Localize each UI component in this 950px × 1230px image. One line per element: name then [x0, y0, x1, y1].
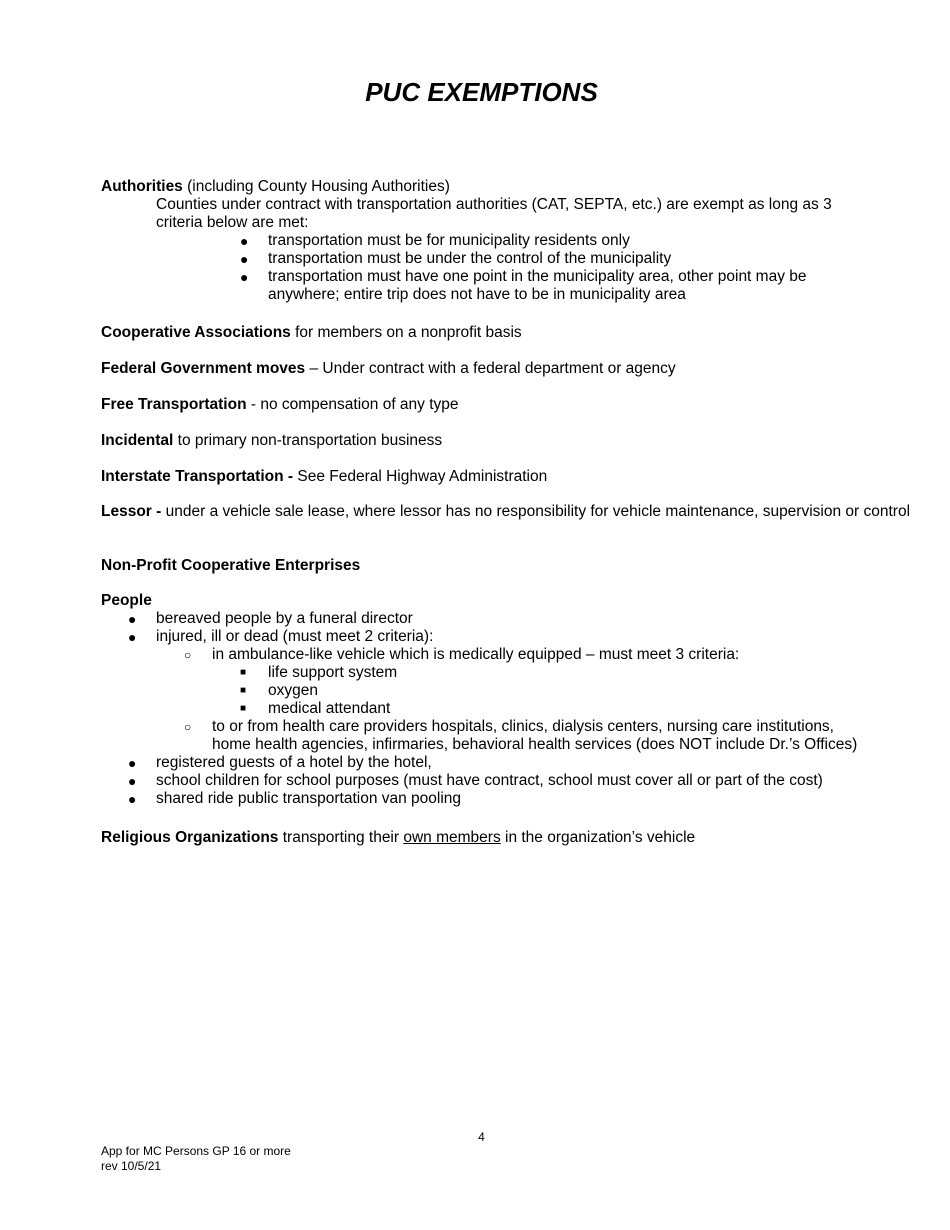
authorities-heading: Authorities — [101, 178, 183, 195]
footer — [101, 1144, 291, 1174]
authorities-description: Counties under contract with transportation authorities (CAT, SEPTA, etc.) are exempt as long as 3 criteria below are met: — [156, 196, 832, 231]
bullet-icon: ● — [128, 629, 137, 645]
list-item: ■ medical attendant — [240, 700, 391, 717]
list-item: ■ oxygen — [240, 682, 318, 699]
free-transportation: Free Transportation - no compensation of any type — [101, 396, 459, 413]
page-number: 4 — [478, 1130, 485, 1144]
people-heading: People — [101, 592, 152, 609]
bullet-icon: ● — [128, 611, 137, 627]
page-title: PUC EXEMPTIONS — [365, 77, 598, 107]
list-item: ○ to or from health care providers hospitals, clinics, dialysis centers, nursing care institutions, home health agencies, infirmaries, behavioral health services (does NOT include Dr.’s Offices) — [184, 718, 858, 753]
list-item: ● transportation must be for municipality residents only — [240, 232, 630, 249]
non-profit-cooperative-enterprises: Non-Profit Cooperative Enterprises — [101, 557, 361, 574]
bullet-icon: ● — [240, 251, 249, 267]
list-item: ○ in ambulance-like vehicle which is medically equipped – must meet 3 criteria: — [184, 646, 740, 663]
interstate-transportation: Interstate Transportation - See Federal Highway Administration — [101, 468, 548, 485]
list-item: ● shared ride public transportation van pooling — [128, 790, 462, 807]
incidental: Incidental to primary non-transportation business — [101, 432, 443, 449]
circle-bullet-icon: ○ — [184, 648, 192, 662]
square-bullet-icon: ■ — [240, 667, 247, 678]
people-list — [101, 610, 871, 808]
lessor: Lessor - under a vehicle sale lease, where lessor has no responsibility for vehicle maintenance, supervision or control — [101, 503, 911, 520]
list-item: ● school children for school purposes (must have contract, school must cover all or part of the cost) — [128, 772, 823, 789]
square-bullet-icon: ■ — [240, 703, 247, 714]
authorities-criteria-list — [101, 232, 881, 304]
authorities-heading-note: (including County Housing Authorities) — [182, 178, 450, 195]
list-item: ● transportation must have one point in the municipality area, other point may be anywhere; entire trip does not have to be in municipality area — [240, 268, 807, 303]
list-item: ● registered guests of a hotel by the hotel, — [128, 754, 432, 771]
bullet-icon: ● — [240, 269, 249, 285]
footer-revision: rev 10/5/21 — [101, 1159, 162, 1173]
bullet-icon: ● — [128, 791, 137, 807]
list-item: ● bereaved people by a funeral director — [128, 610, 413, 627]
list-item: ● injured, ill or dead (must meet 2 criteria): — [128, 628, 434, 645]
people-section — [101, 592, 871, 808]
bullet-icon: ● — [240, 233, 249, 249]
square-bullet-icon: ■ — [240, 685, 247, 696]
circle-bullet-icon: ○ — [184, 720, 192, 734]
federal-government-moves: Federal Government moves – Under contract with a federal department or agency — [101, 360, 676, 377]
cooperative-associations: Cooperative Associations for members on a nonprofit basis — [101, 324, 522, 341]
authorities-section — [101, 178, 881, 304]
religious-organizations: Religious Organizations transporting their own members in the organization’s vehicle — [101, 829, 696, 846]
bullet-icon: ● — [128, 755, 137, 771]
footer-form-name: App for MC Persons GP 16 or more — [101, 1144, 291, 1158]
bullet-icon: ● — [128, 773, 137, 789]
list-item: ■ life support system — [240, 664, 398, 681]
list-item: ● transportation must be under the control of the municipality — [240, 250, 672, 267]
